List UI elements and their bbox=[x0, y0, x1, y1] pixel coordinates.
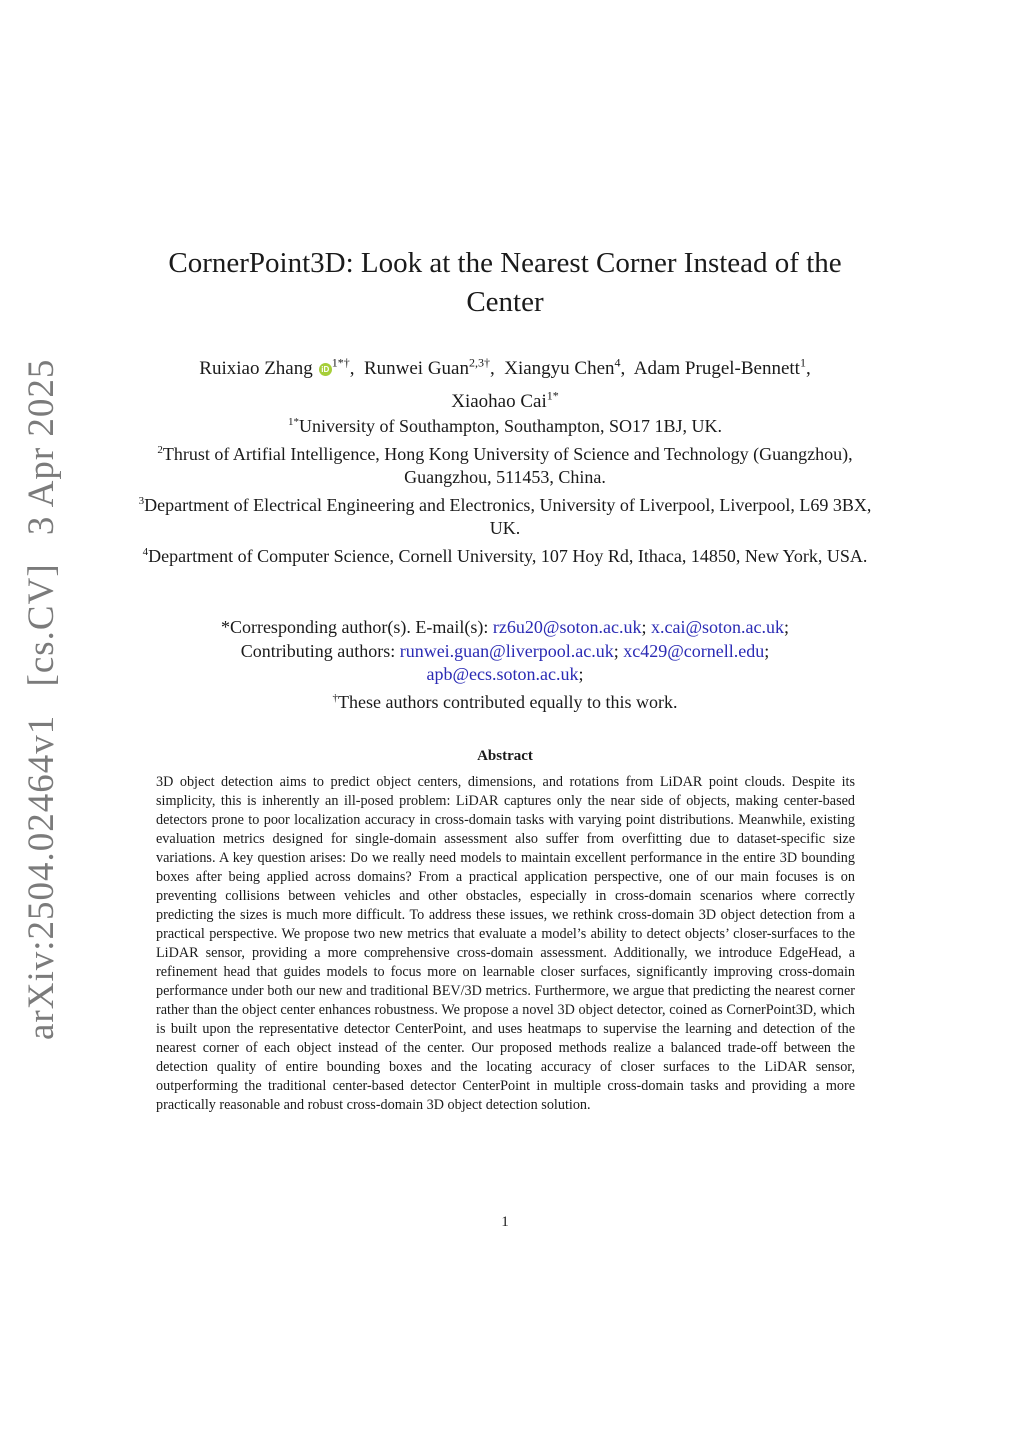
page-number: 1 bbox=[501, 1214, 509, 1230]
author: Xiangyu Chen$^4$, bbox=[504, 356, 626, 380]
contributing-authors-line: Contributing authors: runwei.guan@liverpool.ac.uk; xc429@cornell.edu; bbox=[240, 640, 770, 661]
email-link[interactable]: x.cai@soton.ac.uk bbox=[650, 617, 785, 637]
arxiv-category: [cs.CV] bbox=[21, 563, 62, 687]
affiliation: $^3$Department of Electrical Engineering and Electronics, University of Liverpool, Liverpool, L69 3BX, UK. bbox=[138, 494, 872, 538]
equal-contribution-note: †These authors contributed equally to this work. bbox=[332, 691, 678, 712]
orcid-icon[interactable]: iD bbox=[319, 363, 332, 376]
email-link[interactable]: rz6u20@soton.ac.uk bbox=[492, 617, 642, 637]
affiliation: $^4$Department of Computer Science, Cornell University, 107 Hoy Rd, Ithaca, 14850, New York, USA. bbox=[142, 545, 868, 566]
abstract-text: 3D object detection aims to predict object centers, dimensions, and rotations from LiDAR point clouds. Despite its simplicity, this is inherently an ill-posed problem: LiDAR captures only the near side of objects, making center-based detectors prone to poor localization accuracy in cross-domain tasks with varying point distributions. Meanwhile, existing evaluation metrics designed for single-domain assessment also suffer from overfitting due to dataset-specific size variations. A key question arises: Do we really need models to maintain excellent performance in the entire 3D bounding boxes after being applied across domains? From a practical application perspective, one of our main focuses is on preventing collisions between vehicles and other obstacles, especially in cross-domain scenarios where correctly predicting the sizes is much more difficult. To address these issues, we rethink cross-domain 3D object detection from a practical perspective. We propose two new metrics that evaluate a model’s ability to detect objects’ closer-surfaces to the LiDAR sensor, providing a more comprehensive cross-domain assessment. Additionally, we introduce EdgeHead, a refinement head that guides models to focus more on learnable closer surfaces, significantly improving cross-domain performance under both our new and traditional BEV/3D metrics. Furthermore, we argue that predicting the nearest corner rather than the object center enhances robustness. We propose a novel 3D object detector, coined as CornerPoint3D, which is built upon the representative detector CenterPoint, and uses heatmaps to supervise the learning and detection of the nearest corner of each object instead of the center. Our proposed methods realize a balanced trade-off between the detection quality of entire bounding boxes and the locating accuracy of closer surfaces to the LiDAR sensor, outperforming the traditional center-based detector CenterPoint in multiple cross-domain tasks and providing a more practically reasonable and robust cross-domain 3D object detection solution. bbox=[156, 774, 855, 1113]
author: Xiaohao Cai$^{1*}$ bbox=[451, 388, 559, 412]
contact-block bbox=[130, 616, 880, 714]
paper-title: CornerPoint3D: Look at the Nearest Corner Instead of the Center bbox=[168, 247, 842, 318]
affiliation: $^2$Thrust of Artifial Intelligence, Hong Kong University of Science and Technology (Guangzhou), Guangzhou, 511453, China. bbox=[157, 443, 853, 487]
contributing-authors-line-cont: apb@ecs.soton.ac.uk; bbox=[426, 664, 584, 684]
email-link[interactable]: apb@ecs.soton.ac.uk bbox=[426, 664, 579, 684]
email-link[interactable]: xc429@cornell.edu bbox=[623, 640, 765, 661]
corresponding-authors-line: *Corresponding author(s). E-mail(s): rz6u20@soton.ac.uk; x.cai@soton.ac.uk; bbox=[220, 617, 790, 637]
arxiv-id[interactable]: arXiv:2504.02464v1 bbox=[21, 714, 62, 1040]
arxiv-date: 3 Apr 2025 bbox=[21, 358, 62, 536]
author: Runwei Guan$^{2,3\dagger}$, bbox=[363, 356, 495, 380]
abstract-heading: Abstract bbox=[477, 748, 533, 764]
affiliation-list bbox=[130, 411, 880, 568]
author: Ruixiao Zhang iD $^{1*\dagger}$, bbox=[199, 356, 355, 380]
email-link[interactable]: runwei.guan@liverpool.ac.uk bbox=[399, 640, 614, 661]
arxiv-identifier-stamp bbox=[20, 341, 63, 1040]
author-list bbox=[130, 350, 880, 415]
author: Adam Prugel-Bennett$^1$, bbox=[633, 356, 811, 380]
affiliation: $^{1*}$University of Southampton, Southampton, SO17 1BJ, UK. bbox=[287, 416, 722, 436]
